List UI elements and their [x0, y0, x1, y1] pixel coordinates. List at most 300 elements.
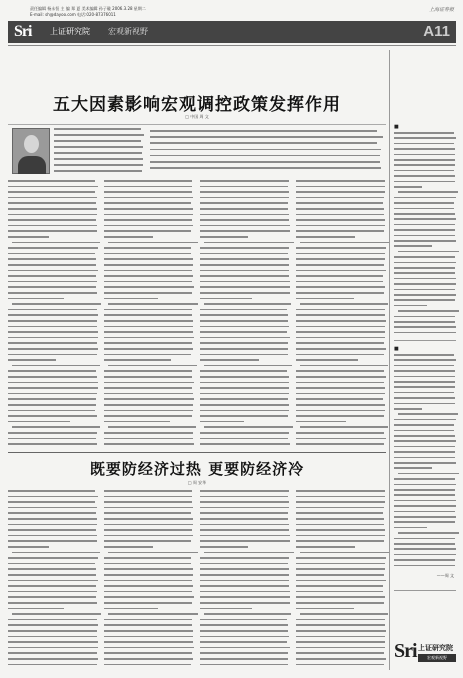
footer-subtitle: 宏观新视野: [418, 654, 456, 662]
text-line: [8, 540, 97, 542]
text-line: [8, 602, 97, 604]
text-line: [8, 636, 97, 638]
article2-body: [8, 490, 386, 670]
text-line: [394, 457, 455, 459]
info-strip: [8, 6, 456, 18]
text-line: [200, 202, 288, 204]
text-line: [200, 258, 289, 260]
text-line: [8, 398, 96, 400]
text-line: [104, 382, 194, 384]
section-subtitle: 宏观新视野: [108, 27, 148, 36]
text-line: [200, 496, 288, 498]
text-line: [104, 342, 192, 344]
right-col-text-1: [394, 132, 456, 337]
text-line: [104, 191, 192, 193]
text-line: [296, 219, 385, 221]
text-line: [104, 647, 194, 649]
text-line: [200, 647, 290, 649]
text-line: [8, 496, 98, 498]
text-line: [8, 535, 97, 537]
text-line: [394, 403, 455, 405]
text-line: [200, 292, 290, 294]
text-line: [300, 303, 388, 305]
article1-col-3: [200, 180, 290, 448]
text-line: [104, 432, 193, 434]
text-line: [104, 652, 192, 654]
text-line: [12, 613, 101, 615]
text-line: [104, 320, 193, 322]
text-line: [8, 512, 96, 514]
text-line: [200, 275, 289, 277]
text-line: [54, 158, 143, 160]
text-line: [54, 152, 142, 154]
text-line: [394, 440, 456, 442]
text-line: [204, 242, 294, 244]
text-line: [8, 348, 98, 350]
text-line: [104, 507, 193, 509]
text-line: [8, 354, 97, 356]
text-line: [394, 462, 456, 464]
text-line: [394, 489, 455, 491]
text-line: [8, 225, 97, 227]
text-line: [394, 262, 456, 264]
text-line: [394, 245, 432, 247]
text-line: [394, 419, 456, 421]
text-line: [394, 181, 455, 183]
footer-logo-mark: Sri: [394, 640, 417, 662]
text-line: [200, 580, 289, 582]
text-line: [296, 664, 384, 666]
text-line: [8, 507, 97, 509]
text-line: [12, 426, 100, 428]
text-line: [8, 186, 98, 188]
text-line: [8, 393, 97, 395]
text-line: [12, 303, 101, 305]
text-line: [296, 568, 385, 570]
text-line: [150, 155, 380, 157]
text-line: [8, 410, 95, 412]
text-line: [394, 305, 427, 307]
text-line: [296, 580, 386, 582]
text-line: [296, 214, 384, 216]
article1-headline: 五大因素影响宏观调控政策发挥作用: [53, 95, 341, 115]
text-line: [104, 535, 193, 537]
text-line: [394, 451, 455, 453]
text-line: [12, 552, 100, 554]
text-line: [104, 624, 192, 626]
text-line: [398, 473, 459, 475]
text-line: [200, 404, 289, 406]
text-line: [104, 501, 192, 503]
text-line: [394, 397, 455, 399]
text-line: [104, 636, 193, 638]
text-line: [200, 540, 290, 542]
text-line: [394, 370, 455, 372]
text-line: [394, 218, 456, 220]
text-line: [108, 303, 198, 305]
text-line: [394, 235, 455, 237]
text-line: [200, 652, 288, 654]
text-line: [204, 426, 293, 428]
text-line: [8, 214, 97, 216]
text-line: [394, 202, 454, 204]
text-line: [200, 208, 288, 210]
text-line: [104, 202, 191, 204]
text-line: [104, 438, 193, 440]
text-line: [394, 408, 422, 410]
text-line: [104, 540, 191, 542]
text-line: [200, 574, 289, 576]
text-line: [296, 247, 386, 249]
text-line: [104, 387, 192, 389]
text-line: [200, 359, 259, 361]
right-heading-2: ■: [394, 346, 399, 352]
text-line: [200, 619, 287, 621]
text-line: [8, 421, 70, 423]
text-line: [296, 557, 386, 559]
paper-name: 上海证券报: [428, 7, 454, 13]
text-line: [296, 180, 385, 182]
text-line: [200, 443, 290, 445]
text-line: [104, 490, 192, 492]
text-line: [104, 529, 192, 531]
text-line: [296, 512, 383, 514]
text-line: [8, 253, 95, 255]
text-line: [200, 490, 289, 492]
text-line: [8, 664, 97, 666]
text-line: [8, 292, 97, 294]
text-line: [104, 580, 192, 582]
article1-col-2: [104, 180, 194, 448]
text-line: [200, 546, 248, 548]
text-line: [200, 387, 289, 389]
text-line: [296, 624, 385, 626]
text-line: [398, 413, 458, 415]
text-line: [8, 557, 98, 559]
text-line: [296, 438, 386, 440]
text-line: [200, 354, 288, 356]
text-line: [200, 507, 289, 509]
text-line: [200, 225, 290, 227]
text-line: [150, 161, 380, 163]
text-line: [394, 154, 455, 156]
text-line: [394, 500, 456, 502]
text-line: [200, 247, 289, 249]
section-header: [8, 21, 456, 43]
column-divider: [389, 50, 390, 670]
text-line: [296, 540, 384, 542]
text-line: [394, 381, 455, 383]
text-line: [8, 281, 97, 283]
text-line: [296, 398, 383, 400]
article1-col-4: [296, 180, 386, 448]
text-line: [394, 332, 456, 334]
text-line: [150, 149, 381, 151]
text-line: [104, 264, 193, 266]
text-line: [300, 242, 389, 244]
section-logo: Sri: [14, 23, 32, 40]
text-line: [394, 321, 455, 323]
author-photo: [12, 128, 50, 174]
article1-byline: □ 中国 周 文: [185, 114, 209, 119]
text-line: [104, 225, 193, 227]
text-line: [296, 507, 384, 509]
right-signature: ——周 文: [436, 573, 454, 578]
text-line: [8, 518, 97, 520]
text-line: [104, 292, 192, 294]
text-line: [104, 585, 193, 587]
text-line: [200, 563, 288, 565]
text-line: [296, 574, 384, 576]
text-line: [200, 658, 288, 660]
text-line: [8, 331, 98, 333]
text-line: [8, 501, 95, 503]
text-line: [200, 264, 289, 266]
text-line: [296, 253, 385, 255]
text-line: [200, 342, 288, 344]
text-line: [394, 213, 455, 215]
text-line: [104, 404, 193, 406]
text-line: [296, 535, 385, 537]
main-content: [8, 50, 386, 670]
text-line: [8, 382, 98, 384]
text-line: [394, 186, 422, 188]
text-line: [200, 415, 288, 417]
text-line: [104, 258, 193, 260]
text-line: [8, 264, 96, 266]
text-line: [8, 568, 96, 570]
text-line: [398, 191, 458, 193]
text-line: [394, 164, 455, 166]
text-line: [104, 619, 192, 621]
text-line: [8, 180, 95, 182]
article1-rule: [8, 124, 386, 125]
text-line: [8, 337, 98, 339]
text-line: [8, 191, 95, 193]
text-line: [200, 636, 289, 638]
text-line: [394, 170, 454, 172]
text-line: [104, 546, 153, 548]
text-line: [8, 443, 97, 445]
text-line: [394, 197, 456, 199]
text-line: [296, 314, 385, 316]
text-line: [54, 146, 143, 148]
text-line: [296, 641, 385, 643]
text-line: [296, 298, 354, 300]
text-line: [104, 641, 193, 643]
text-line: [296, 563, 385, 565]
info-line-2: E-mail: sh@dayoo.com 电话:020-87376011: [30, 12, 116, 17]
text-line: [54, 140, 141, 142]
text-line: [296, 208, 384, 210]
text-line: [200, 191, 289, 193]
text-line: [54, 128, 141, 130]
text-line: [394, 521, 455, 523]
text-line: [394, 430, 454, 432]
text-line: [8, 236, 49, 238]
text-line: [104, 186, 192, 188]
text-line: [200, 432, 289, 434]
text-line: [204, 613, 291, 615]
text-line: [150, 167, 381, 169]
text-line: [296, 585, 383, 587]
text-line: [296, 619, 385, 621]
text-line: [200, 214, 289, 216]
text-line: [104, 236, 153, 238]
text-line: [394, 386, 455, 388]
text-line: [8, 342, 97, 344]
text-line: [104, 197, 193, 199]
text-line: [104, 359, 171, 361]
text-line: [200, 630, 288, 632]
text-line: [394, 316, 455, 318]
text-line: [394, 565, 455, 567]
text-line: [200, 518, 288, 520]
text-line: [394, 278, 456, 280]
text-line: [296, 647, 385, 649]
text-line: [104, 275, 193, 277]
text-line: [296, 524, 384, 526]
text-line: [296, 404, 385, 406]
text-line: [8, 546, 49, 548]
text-line: [104, 415, 192, 417]
text-line: [394, 538, 455, 540]
text-line: [296, 529, 385, 531]
text-line: [200, 337, 290, 339]
text-line: [296, 270, 386, 272]
text-line: [394, 267, 455, 269]
text-line: [104, 370, 192, 372]
text-line: [8, 591, 97, 593]
text-line: [8, 619, 97, 621]
text-line: [8, 286, 96, 288]
section-name: 上证研究院: [50, 27, 90, 36]
text-line: [296, 230, 384, 232]
text-line: [200, 596, 290, 598]
text-line: [204, 365, 292, 367]
text-line: [296, 337, 385, 339]
text-line: [296, 546, 355, 548]
text-line: [12, 365, 100, 367]
text-line: [296, 331, 385, 333]
text-line: [300, 365, 388, 367]
text-line: [200, 186, 288, 188]
text-line: [104, 574, 193, 576]
text-line: [8, 270, 98, 272]
right-rule-1: [394, 340, 456, 341]
text-line: [296, 410, 385, 412]
text-line: [104, 331, 193, 333]
text-line: [394, 148, 455, 150]
text-line: [296, 236, 355, 238]
text-line: [8, 314, 98, 316]
text-line: [8, 624, 98, 626]
right-column: [394, 50, 456, 670]
text-line: [104, 348, 193, 350]
text-line: [8, 652, 97, 654]
article2-col-2: [104, 490, 194, 668]
text-line: [394, 478, 455, 480]
text-line: [200, 398, 288, 400]
right-rule-2: [394, 590, 456, 591]
text-line: [296, 348, 386, 350]
info-line-1: 责任编辑 杨永恒 主 编 郑 夏 美术编辑 孙子璇 2006.3.28 星期二: [30, 6, 146, 11]
article2-col-1: [8, 490, 98, 668]
text-line: [104, 247, 191, 249]
text-line: [296, 501, 385, 503]
article1-col-1: [8, 180, 98, 448]
text-line: [296, 275, 383, 277]
text-line: [200, 568, 289, 570]
text-line: [200, 535, 290, 537]
text-line: [296, 636, 385, 638]
bio-lines: [54, 128, 144, 174]
text-line: [8, 585, 96, 587]
text-line: [296, 393, 385, 395]
text-line: [8, 432, 97, 434]
text-line: [296, 342, 384, 344]
text-line: [8, 574, 96, 576]
text-line: [394, 484, 456, 486]
text-line: [104, 410, 193, 412]
text-line: [150, 142, 377, 144]
text-line: [150, 136, 383, 138]
text-line: [104, 219, 192, 221]
text-line: [296, 286, 385, 288]
text-line: [296, 320, 386, 322]
text-line: [104, 591, 192, 593]
text-line: [200, 314, 288, 316]
text-line: [104, 658, 193, 660]
text-line: [296, 292, 384, 294]
page-number: A11: [423, 23, 450, 40]
text-line: [104, 518, 193, 520]
text-line: [394, 143, 454, 145]
text-line: [394, 559, 455, 561]
text-line: [104, 563, 191, 565]
text-line: [300, 552, 389, 554]
text-line: [200, 286, 290, 288]
text-line: [200, 348, 288, 350]
text-line: [394, 505, 456, 507]
text-line: [108, 552, 198, 554]
text-line: [104, 281, 192, 283]
text-line: [104, 398, 194, 400]
text-line: [394, 299, 455, 301]
text-line: [200, 230, 290, 232]
text-line: [104, 568, 193, 570]
text-line: [200, 382, 289, 384]
text-line: [8, 275, 96, 277]
text-line: [8, 596, 96, 598]
text-line: [108, 365, 197, 367]
text-line: [300, 613, 388, 615]
text-line: [8, 309, 97, 311]
text-line: [108, 242, 198, 244]
text-line: [8, 608, 64, 610]
text-line: [8, 208, 97, 210]
text-line: [104, 608, 158, 610]
text-line: [104, 557, 191, 559]
text-line: [8, 376, 97, 378]
text-line: [394, 326, 456, 328]
text-line: [296, 596, 385, 598]
text-line: [104, 596, 194, 598]
text-line: [394, 256, 455, 258]
text-line: [8, 230, 97, 232]
text-line: [296, 376, 386, 378]
text-line: [200, 591, 290, 593]
